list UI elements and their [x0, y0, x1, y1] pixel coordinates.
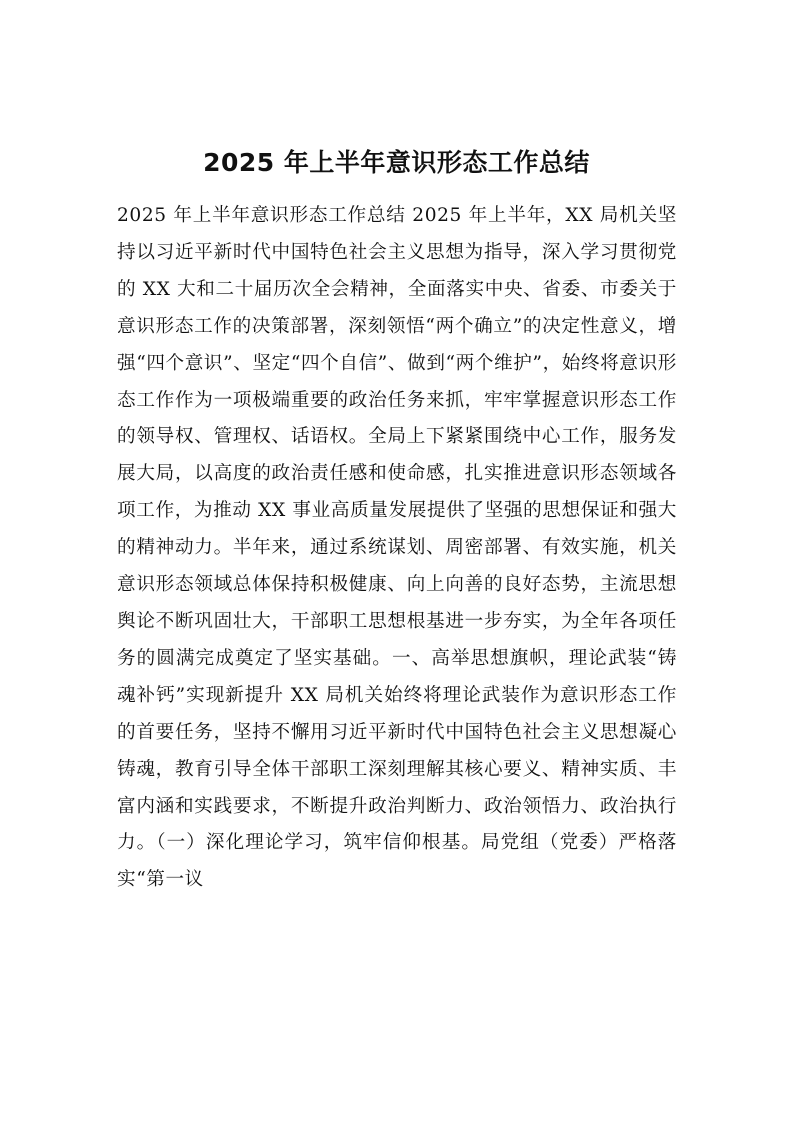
document-title: 2025 年上半年意识形态工作总结: [203, 147, 590, 177]
document-body-paragraph: 2025 年上半年意识形态工作总结 2025 年上半年，XX 局机关坚持以习近平新时代中国特色社会主义思想为指导，深入学习贯彻党的 XX 大和二十届历次全会精神，全面落实中央、省委、市委关于意识形态工作的决策部署，深刻领悟“两个确立”的决定性意义，增强“四个意识”、坚定“四个自信”、做到“两个维护”，始终将意识形态工作作为一项极端重要的政治任务来抓，牢牢掌握意识形态工作的领导权、管理权、话语权。全局上下紧紧围绕中心工作，服务发展大局，以高度的政治责任感和使命感，扎实推进意识形态领域各项工作，为推动 XX 事业高质量发展提供了坚强的思想保证和强大的精神动力。半年来，通过系统谋划、周密部署、有效实施，机关意识形态领域总体保持积极健康、向上向善的良好态势，主流思想舆论不断巩固壮大，干部职工思想根基进一步夯实，为全年各项任务的圆满完成奠定了坚实基础。一、高举思想旗帜，理论武装“铸魂补钙”实现新提升 XX 局机关始终将理论武装作为意识形态工作的首要任务，坚持不懈用习近平新时代中国特色社会主义思想凝心铸魂，教育引导全体干部职工深刻理解其核心要义、精神实质、丰富内涵和实践要求，不断提升政治判断力、政治领悟力、政治执行力。（一）深化理论学习，筑牢信仰根基。局党组（党委）严格落实“第一议: [117, 205, 677, 891]
